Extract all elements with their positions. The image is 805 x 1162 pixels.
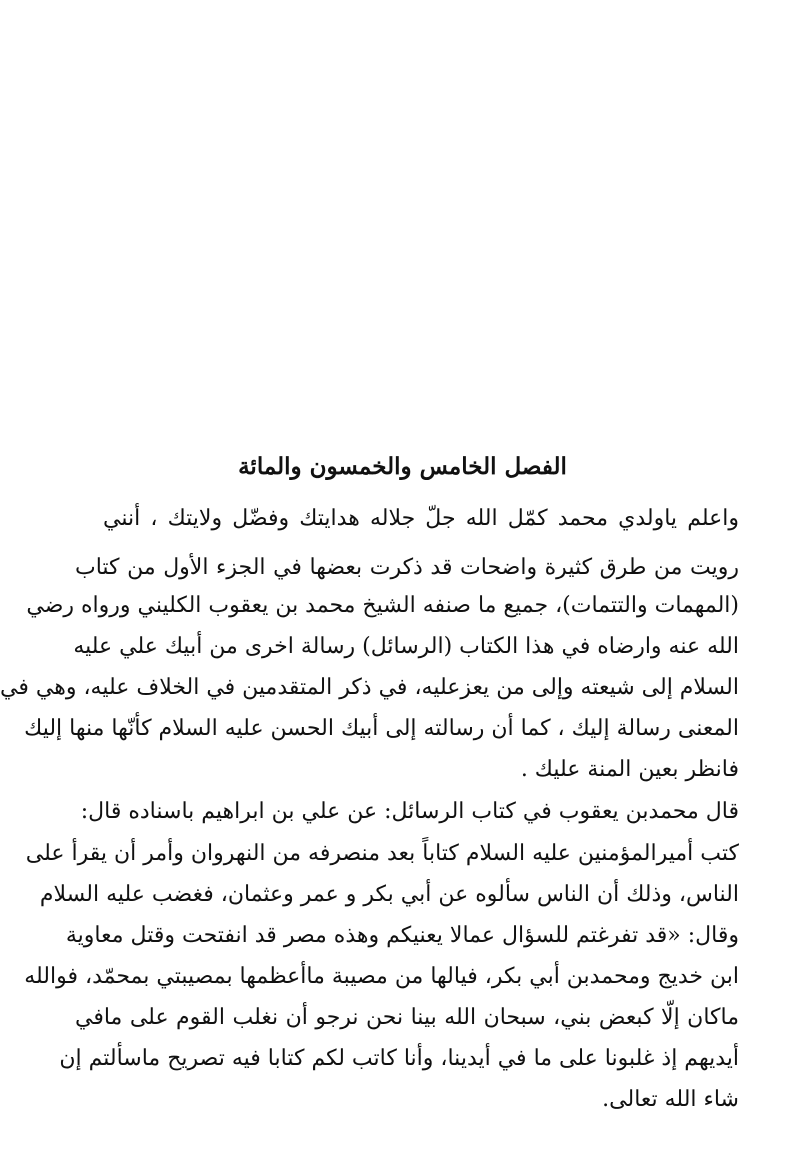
text-line: الناس، وذلك أن الناس سألوه عن أبي بكر و عمر وعثمان، فغضب عليه السلام: [39, 882, 739, 907]
text-line: شاء الله تعالى.: [602, 1087, 739, 1112]
text-line: رويت من طرق كثيرة واضحات قد ذكرت بعضها في الجزء الأول من كتاب: [75, 555, 739, 580]
text-line: وقال: «قد تفرغتم للسؤال عمالا يعنيكم وهذه مصر قد انفتحت وقتل معاوية: [65, 923, 739, 948]
text-line: الله عنه وارضاه في هذا الكتاب (الرسائل) رسالة اخرى من أبيك علي عليه: [73, 634, 739, 659]
text-line: ابن خديج ومحمدبن أبي بكر، فيالها من مصيبة ماأعظمها بمصيبتي بمحمّد، فوالله: [24, 964, 739, 989]
text-line: فانظر بعين المنة عليك .: [520, 757, 739, 782]
text-line: السلام إلى شيعته وإلى من يعزعليه، في ذكر المتقدمين في الخلاف عليه، وهي في: [0, 675, 739, 700]
text-line: (المهمات والتتمات)، جميع ما صنفه الشيخ محمد بن يعقوب الكليني ورواه رضي: [26, 593, 739, 618]
section-title: الفصل الخامس والخمسون والمائة: [238, 453, 567, 480]
text-line: ماكان إلّا كبعض بني، سبحان الله بينا نحن نرجو أن نغلب القوم على مافي: [75, 1005, 739, 1030]
text-line: كتب أميرالمؤمنين عليه السلام كتاباً بعد منصرفه من النهروان وأمر أن يقرأ على: [25, 841, 739, 866]
text-line: المعنى رسالة إليك ، كما أن رسالته إلى أبيك الحسن عليه السلام كأنّها منها إليك: [24, 716, 739, 741]
text-line: واعلم ياولدي محمد كمّل الله جلّ جلاله هدايتك وفضّل ولايتك ، أنني: [103, 506, 739, 531]
text-line: قال محمدبن يعقوب في كتاب الرسائل: عن علي بن ابراهيم باسناده قال:: [80, 799, 739, 824]
text-line: أيديهم إذ غلبونا على ما في أيدينا، وأنا كاتب لكم كتابا فيه تصريح ماسألتم إن: [59, 1046, 739, 1071]
